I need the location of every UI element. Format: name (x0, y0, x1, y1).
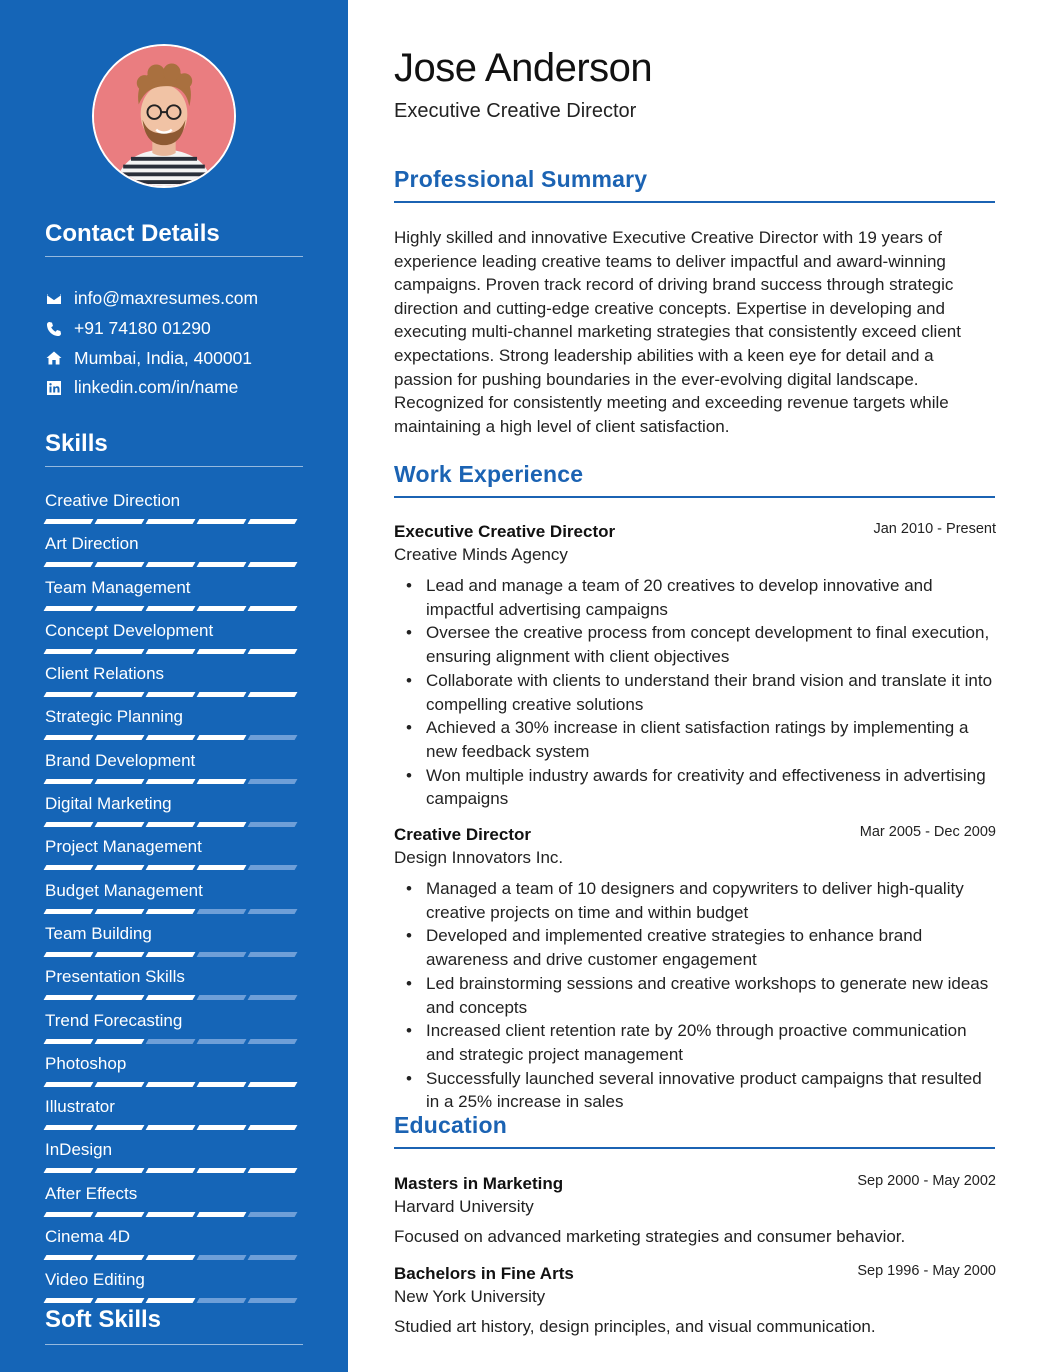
skill-level-segment-filled (146, 779, 196, 784)
skill-level-segment-filled (44, 519, 94, 524)
soft-skills-heading: Soft Skills (45, 1306, 162, 1333)
skill-level-bar (45, 649, 296, 654)
skill-name: Illustrator (45, 1097, 115, 1117)
skill-level-segment-empty (248, 1039, 298, 1044)
skill-name: Strategic Planning (45, 707, 183, 727)
skill-item (45, 1139, 305, 1182)
job-bullets-1 (394, 574, 994, 811)
skill-level-segment-filled (146, 952, 196, 957)
sidebar (0, 0, 348, 1372)
skill-level-segment-filled (146, 1125, 196, 1130)
skill-level-segment-filled (95, 649, 145, 654)
skill-level-segment-filled (44, 1255, 94, 1260)
skill-item (45, 490, 305, 533)
work-heading: Work Experience (394, 461, 584, 487)
skill-level-bar (45, 1168, 296, 1173)
skill-level-segment-filled (44, 562, 94, 567)
summary-divider (394, 201, 995, 203)
skill-level-segment-filled (197, 562, 247, 567)
skill-level-segment-empty (248, 1298, 298, 1303)
skill-level-bar (45, 995, 296, 1000)
skill-level-segment-empty (248, 909, 298, 914)
contact-linkedin[interactable] (45, 373, 305, 403)
skill-level-segment-empty (248, 1212, 298, 1217)
skill-level-segment-filled (197, 1082, 247, 1087)
list-item: • Achieved a 30% increase in client satisfaction ratings by implementing a new feedback system (394, 716, 994, 763)
skill-item (45, 836, 305, 879)
skill-item (45, 923, 305, 966)
skill-level-segment-filled (95, 952, 145, 957)
skill-level-segment-filled (146, 1082, 196, 1087)
skill-level-bar (45, 562, 296, 567)
contact-phone[interactable] (45, 314, 305, 344)
skill-level-segment-filled (146, 649, 196, 654)
skill-item (45, 1183, 305, 1226)
skill-item (45, 966, 305, 1009)
skill-level-segment-filled (197, 519, 247, 524)
skill-name: Budget Management (45, 880, 203, 900)
skill-name: After Effects (45, 1183, 138, 1203)
skill-level-segment-filled (95, 822, 145, 827)
skill-level-segment-filled (95, 1255, 145, 1260)
phone-icon (45, 320, 63, 338)
list-item: • Oversee the creative process from concept development to final execution, ensuring alignment with client objectives (394, 621, 994, 668)
skill-level-segment-filled (248, 519, 298, 524)
contact-address-text: Mumbai, India, 400001 (74, 347, 253, 368)
soft-skills-divider (45, 1344, 303, 1345)
skill-name: Creative Direction (45, 491, 181, 510)
skill-level-segment-filled (44, 606, 94, 611)
skill-level-segment-filled (146, 1168, 196, 1173)
contact-list (45, 284, 305, 403)
edu-school-1: Harvard University (394, 1197, 534, 1216)
skill-level-bar (45, 865, 296, 870)
skill-level-segment-filled (95, 1212, 145, 1217)
skill-level-segment-empty (197, 1255, 247, 1260)
edu-degree-2: Bachelors in Fine Arts (394, 1264, 574, 1283)
edu-degree-1: Masters in Marketing (394, 1174, 564, 1193)
skill-level-segment-filled (95, 519, 145, 524)
skill-level-segment-filled (44, 1082, 94, 1087)
skill-item (45, 793, 305, 836)
skill-item (45, 706, 305, 749)
list-item: • Won multiple industry awards for creativity and effectiveness in advertising campaigns (394, 764, 994, 811)
skill-name: Digital Marketing (45, 794, 172, 814)
list-item: • Managed a team of 10 designers and copywriters to deliver high-quality creative projects on time and within budget (394, 877, 994, 924)
summary-text: Highly skilled and innovative Executive Creative Director with 19 years of experience leading creative teams to deliver impactful and award-winning campaigns. Proven track record of driving brand success through strategic direction and cutting-edge creative concepts. Expertise in developing and executing multi-channel marketing strategies that consistently exceed client expectations. Strong leadership abilities with a keen eye for detail and a passion for pushing boundaries in the ever-evolving digital landscape. Recognized for consistently meeting and exceeding revenue targets while maintaining a high level of client satisfaction. (394, 228, 961, 436)
skill-name: Project Management (45, 837, 202, 857)
skill-level-segment-empty (248, 779, 298, 784)
skill-level-bar (45, 1125, 296, 1130)
skill-level-segment-filled (44, 692, 94, 697)
list-item: • Developed and implemented creative strategies to enhance brand awareness and drive customer engagement (394, 924, 994, 971)
skill-level-segment-filled (146, 865, 196, 870)
job-bullets-2 (394, 877, 994, 1114)
skill-level-segment-filled (248, 1082, 298, 1087)
skill-level-bar (45, 1039, 296, 1044)
skill-name: Concept Development (45, 620, 214, 640)
job-company-2: Design Innovators Inc. (394, 848, 564, 867)
skill-level-segment-filled (95, 692, 145, 697)
skill-level-segment-filled (197, 649, 247, 654)
skill-name: InDesign (45, 1140, 113, 1160)
work-divider (394, 496, 995, 498)
skill-name: Team Building (45, 923, 152, 943)
skill-level-segment-filled (146, 735, 196, 740)
skill-name: Team Management (45, 577, 191, 597)
candidate-title: Executive Creative Director (394, 100, 637, 122)
skill-level-segment-filled (197, 865, 247, 870)
skill-level-segment-filled (95, 865, 145, 870)
skill-level-segment-filled (44, 1039, 94, 1044)
skill-level-segment-filled (146, 519, 196, 524)
job-title-2: Creative Director (394, 825, 532, 844)
skill-level-bar (45, 735, 296, 740)
skill-level-bar (45, 1082, 296, 1087)
job-company-1: Creative Minds Agency (394, 545, 568, 564)
skill-level-segment-filled (44, 735, 94, 740)
skill-level-segment-filled (44, 909, 94, 914)
skill-level-segment-filled (197, 1168, 247, 1173)
job-dates-1: Jan 2010 - Present (873, 521, 996, 537)
skill-level-segment-filled (95, 1082, 145, 1087)
contact-address (45, 343, 305, 373)
skill-level-segment-filled (95, 735, 145, 740)
skill-name: Brand Development (45, 750, 196, 770)
skill-level-segment-filled (197, 735, 247, 740)
skill-level-bar (45, 1298, 296, 1303)
skill-level-segment-filled (146, 692, 196, 697)
skill-name: Cinema 4D (45, 1227, 131, 1247)
skill-level-segment-filled (146, 562, 196, 567)
skill-level-bar (45, 909, 296, 914)
skill-level-segment-filled (95, 606, 145, 611)
skill-level-segment-filled (95, 995, 145, 1000)
skills-divider (45, 466, 303, 467)
skill-level-segment-filled (44, 1168, 94, 1173)
skill-level-bar (45, 1212, 296, 1217)
skill-name: Video Editing (45, 1270, 145, 1290)
skill-level-segment-filled (44, 649, 94, 654)
list-item: • Lead and manage a team of 20 creatives to develop innovative and impactful advertising campaigns (394, 574, 994, 621)
skill-item (45, 533, 305, 576)
skill-level-segment-filled (197, 606, 247, 611)
skill-level-segment-filled (95, 1298, 145, 1303)
profile-photo (94, 46, 234, 186)
skill-level-bar (45, 692, 296, 697)
skill-level-segment-filled (146, 822, 196, 827)
skill-name: Client Relations (45, 664, 165, 684)
list-item: • Successfully launched several innovative product campaigns that resulted in a 25% increase in sales (394, 1067, 994, 1114)
contact-divider (45, 256, 303, 257)
edu-description-1: Focused on advanced marketing strategies and consumer behavior. (394, 1227, 906, 1246)
home-icon (45, 349, 63, 367)
skill-item (45, 1096, 305, 1139)
education-heading: Education (394, 1112, 507, 1138)
contact-linkedin-text: linkedin.com/in/name (74, 377, 239, 398)
skill-level-segment-empty (248, 1255, 298, 1260)
skill-level-segment-filled (146, 606, 196, 611)
edu-dates-1: Sep 2000 - May 2002 (857, 1173, 996, 1189)
skill-item (45, 577, 305, 620)
skill-level-segment-filled (95, 1125, 145, 1130)
skill-level-bar (45, 822, 296, 827)
skill-item (45, 620, 305, 663)
skill-level-bar (45, 952, 296, 957)
skill-level-segment-empty (248, 952, 298, 957)
skill-level-segment-filled (95, 1168, 145, 1173)
contact-heading: Contact Details (45, 220, 220, 247)
skill-level-segment-filled (248, 649, 298, 654)
skill-level-segment-empty (248, 735, 298, 740)
avatar (92, 44, 236, 188)
skill-level-segment-empty (248, 822, 298, 827)
contact-email[interactable] (45, 284, 305, 314)
skill-level-bar (45, 779, 296, 784)
skill-level-segment-filled (197, 779, 247, 784)
skill-level-segment-empty (197, 1039, 247, 1044)
skill-level-segment-filled (44, 1125, 94, 1130)
skill-level-segment-filled (44, 995, 94, 1000)
skill-level-segment-filled (44, 952, 94, 957)
skill-level-bar (45, 1255, 296, 1260)
contact-email-text: info@maxresumes.com (74, 288, 259, 309)
skill-item (45, 1010, 305, 1053)
candidate-name: Jose Anderson (394, 46, 653, 90)
edu-dates-2: Sep 1996 - May 2000 (857, 1263, 996, 1279)
skill-level-segment-filled (248, 606, 298, 611)
skill-level-bar (45, 519, 296, 524)
skill-level-segment-filled (197, 1125, 247, 1130)
skill-level-segment-empty (197, 952, 247, 957)
skills-heading: Skills (45, 430, 108, 457)
skill-name: Art Direction (45, 534, 139, 554)
education-divider (394, 1147, 995, 1149)
skill-item (45, 1053, 305, 1096)
skill-level-segment-empty (197, 1298, 247, 1303)
skill-level-segment-filled (95, 1039, 145, 1044)
skill-level-segment-filled (146, 1298, 196, 1303)
skill-level-segment-filled (197, 1212, 247, 1217)
skill-level-segment-empty (248, 865, 298, 870)
skill-level-segment-empty (197, 995, 247, 1000)
skill-level-segment-filled (197, 822, 247, 827)
skill-level-segment-filled (146, 909, 196, 914)
skill-name: Photoshop (45, 1053, 127, 1073)
skill-item (45, 663, 305, 706)
skill-level-segment-filled (248, 1168, 298, 1173)
job-title-1: Executive Creative Director (394, 522, 616, 541)
skills-list (45, 490, 305, 1313)
email-icon (45, 290, 63, 308)
skill-name: Presentation Skills (45, 967, 185, 987)
skill-level-bar (45, 606, 296, 611)
skill-level-segment-filled (44, 865, 94, 870)
skill-level-segment-filled (44, 779, 94, 784)
skill-level-segment-filled (146, 995, 196, 1000)
skill-level-segment-filled (44, 1298, 94, 1303)
skill-name: Trend Forecasting (45, 1010, 183, 1030)
skill-item (45, 1226, 305, 1269)
contact-phone-text: +91 74180 01290 (74, 318, 211, 339)
skill-level-segment-filled (44, 822, 94, 827)
skill-level-segment-filled (95, 909, 145, 914)
linkedin-icon (45, 379, 63, 397)
edu-school-2: New York University (394, 1287, 546, 1306)
skill-level-segment-filled (248, 562, 298, 567)
skill-level-segment-filled (146, 1255, 196, 1260)
list-item: • Collaborate with clients to understand their brand vision and translate it into compelling creative solutions (394, 669, 994, 716)
skill-level-segment-filled (95, 562, 145, 567)
skill-level-segment-filled (248, 692, 298, 697)
skill-level-segment-filled (44, 1212, 94, 1217)
job-dates-2: Mar 2005 - Dec 2009 (859, 824, 996, 840)
list-item: • Increased client retention rate by 20% through proactive communication and strategic project management (394, 1019, 994, 1066)
list-item: • Led brainstorming sessions and creative workshops to generate new ideas and concepts (394, 972, 994, 1019)
skill-level-segment-empty (146, 1039, 196, 1044)
skill-level-segment-filled (146, 1212, 196, 1217)
skill-level-segment-empty (248, 995, 298, 1000)
skill-level-segment-filled (197, 692, 247, 697)
skill-item (45, 750, 305, 793)
edu-description-2: Studied art history, design principles, and visual communication. (394, 1317, 876, 1336)
skill-level-segment-filled (248, 1125, 298, 1130)
skill-level-segment-empty (197, 909, 247, 914)
skill-level-segment-filled (95, 779, 145, 784)
summary-heading: Professional Summary (394, 166, 648, 192)
skill-item (45, 880, 305, 923)
